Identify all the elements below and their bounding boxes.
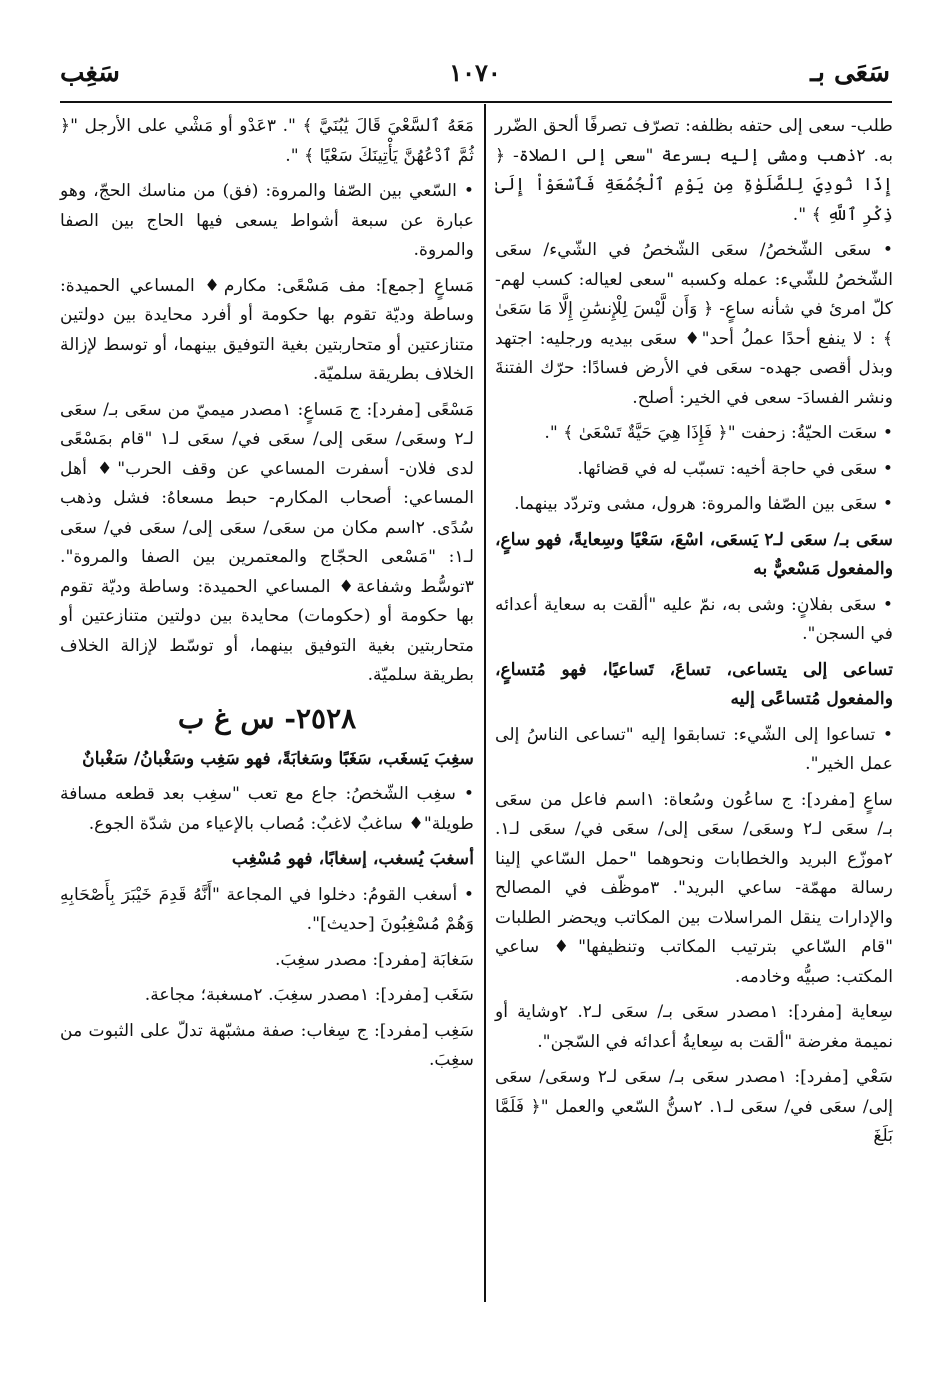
column-divider xyxy=(484,104,486,1302)
entry-headword-line: سغِبَ يَسغَب، سَغَبًا وسَغابَةً، فهو سَغِب وسَغْبانُ/ سَغْبانٌ xyxy=(82,748,474,769)
entry-paragraph: • سعَى الشّخصُ/ سعَى الشّخصُ في الشّيء/ سعَى الشّخصُ للشّيء: عمله وكسبه "سعى لعياله: كسب لهم- كلّ امرئ في شأنه ساعٍ- ﴿ وَأَن لَّيْسَ لِلْإِنسَٰنِ إِلَّا مَا سَعَىٰ ﴾ : لا ينفع أحدًا عملُ أحد"♦ سعَى بيديه ورجليه: اجتهد وبذل أقصى جهده- سعَى في الأرض فسادًا: حرّك الفتنةَ ونشر الفسادَ- سعى في الخير: أصلح. xyxy=(495,240,893,408)
entry-paragraph: • سعَى بفلانٍ: وشى به، نمّ عليه "ألقت به سعاية أعدائه في السجن". xyxy=(495,594,893,644)
entry-paragraph: • سعَى بين الصّفا والمروة: هرول، مشى وتردّد بينهما. xyxy=(514,494,893,514)
entry-paragraph: مَساعٍ [جمع]: مف مَسْعًى: مكارم♦ المساعي الحميدة: وساطة وديّة تقوم بها حكومة أو أفرد محايدة بين دولتين متنازعتين أو متحاربتين بغية التوفيق بينهما، أو توسط لإزالة الخلاف بطريقة سلميّة. xyxy=(60,275,474,384)
entry-headword-line: سعَى بـ/ سعَى لـ٢ يَسعَى، اسْعَ، سَعْيًا وسِعايةً، فهو ساعٍ، والمفعول مَسْعيٌّ به xyxy=(495,529,893,579)
header-guide-word-right: سَعَى بـ xyxy=(810,58,890,88)
entry-paragraph: • تساعوا إلى الشّيء: تسابقوا إليه "تساعى الناسُ إلى عمل الخير". xyxy=(495,724,893,774)
left-column xyxy=(60,112,474,1082)
entry-paragraph: سَعْي [مفرد]: ١مصدر سعَى بـ/ سعَى لـ٢ وسعَى/ سعَى إلى/ سعَى في/ سعَى لـ١. ٢سنُّ السّعي والعمل "﴿ فَلَمَّا بَلَغَ xyxy=(495,1067,893,1146)
page-number: ١٠٧٠ xyxy=(449,58,501,87)
entry-paragraph: مَعَهُ ٱلسَّعْيَ قَالَ يَٰبُنَيَّ ﴾ ". ٣عَدْو أو مَشْي على الأرجل "﴿ ثُمَّ ٱدْعُهُنَّ يَأْتِينَكَ سَعْيًا ﴾ ". xyxy=(60,116,474,166)
root-heading: ٢٥٢٨- س غ ب xyxy=(177,701,357,735)
entry-headword-line: تساعى إلى يتساعى، تساعَ، تَساعيًا، فهو مُتساعٍ، والمفعول مُتساعًى إليه xyxy=(495,659,893,709)
entry-paragraph: سَغِب [مفرد]: ج سِغاب: صفة مشبّهة تدلّ على الثبوت من سغِبَ. xyxy=(60,1020,474,1070)
header-rule xyxy=(60,101,892,103)
entry-paragraph: مَسْعًى [مفرد]: ج مَساعٍ: ١مصدر ميميّ من سعَى بـ/ سعَى لـ٢ وسعَى/ سعَى إلى/ سعَى في/ سعَى لـ١ "قام بمَسْعًى لدى فلان- أسفرت المساعي عن وقف الحرب"♦ أهل المساعي: أصحاب المكارم- حبط مسعاهُ: فشل وذهب سُدًى. ٢اسم مكان من سعَى/ سعَى إلى/ سعَى في/ سعَى لـ١: "مَسْعى الحجّاج والمعتمرين بين الصفا والمروة". ٣توسُّط وشفاعة♦ المساعي الحميدة: وساطة وديّة تقوم بها حكومة أو (حكومات) محايدة بين دولتين متنازعتين أو متحاربتين بغية التوفيق بينهما، أو توسّط لإزالة الخلاف بطريقة سلميّة. xyxy=(60,399,474,685)
entry-headword-line: أسغبَ يُسغب، إسغابًا، فهو مُسْغِب xyxy=(231,849,474,869)
right-column xyxy=(495,112,893,1158)
entry-paragraph: سَغَب [مفرد]: ١مصدر سغِبَ. ٢مسغبة؛ مجاعة. xyxy=(144,985,474,1005)
entry-paragraph: سَغابَة [مفرد]: مصدر سغِبَ. xyxy=(274,949,474,970)
entry-paragraph: سِعاية [مفرد]: ١مصدر سعَى بـ/ سعَى لـ٢. ٢وشاية أو نميمة مغرضة "ألقت به سِعايةُ أعدائه في السّجن". xyxy=(495,1002,893,1052)
header-guide-word-left: سَغِب xyxy=(60,58,120,88)
entry-paragraph: ساعٍ [مفرد]: ج ساعُون وسُعاة: ١اسم فاعل من سعَى بـ/ سعَى لـ٢ وسعَى/ سعَى إلى/ سعَى في/ سعَى لـ١. ٢موزّع البريد والخطابات ونحوهما "حمل السّاعي إلينا رسالة مهمّة- ساعي البريد". ٣موظّف في المصالح والإدارات ينقل المراسلات بين المكاتب ويحضر الطلبات "قام السّاعي بترتيب المكاتب وتنظيفها"♦ ساعي المكتب: صبيُّه وخادمه. xyxy=(495,789,893,987)
entry-paragraph: • السّعي بين الصّفا والمروة: (فق) من مناسك الحجّ، وهو عبارة عن سبعة أشواط يسعى فيها الحاج بين الصفا والمروة. xyxy=(60,181,474,260)
entry-paragraph: • أسغب القومُ: دخلوا في المجاعة "أَنَّهُ قَدِمَ خَيْبَرَ بِأَصْحَابِهِ وَهُمْ مُسْغِبُونَ [حديث]". xyxy=(60,884,474,934)
entry-paragraph: طلب- سعى إلى حتفه بظلفه: تصرّف تصرفًا ألحق الضّرر به. ٢ذهب ومشى إليه بسرعة "سعى إلى الصلاة- ﴿ إِذَا نُودِيَ لِلصَّلَوٰةِ مِن يَوْمِ ٱلْجُمُعَةِ فَٱسْعَوْاْ إِلَىٰ ذِكْرِ ٱللَّهِ ﴾ ". xyxy=(495,116,893,225)
entry-paragraph: • سغِب الشّخصُ: جاع مع تعب "سغِب بعد قطعه مسافة طويلة"♦ ساغبٌ لاغبٌ: مُصاب بالإعياء من شدّة الجوع. xyxy=(60,784,474,834)
page-header xyxy=(60,52,890,92)
entry-paragraph: • سعَى في حاجة أخيه: تسبّب له في قضائها. xyxy=(577,458,893,479)
entry-paragraph: • سعَت الحيّةُ: زحفت "﴿ فَإِذَا هِيَ حَيَّةٌ تَسْعَىٰ ﴾ ". xyxy=(544,423,893,443)
